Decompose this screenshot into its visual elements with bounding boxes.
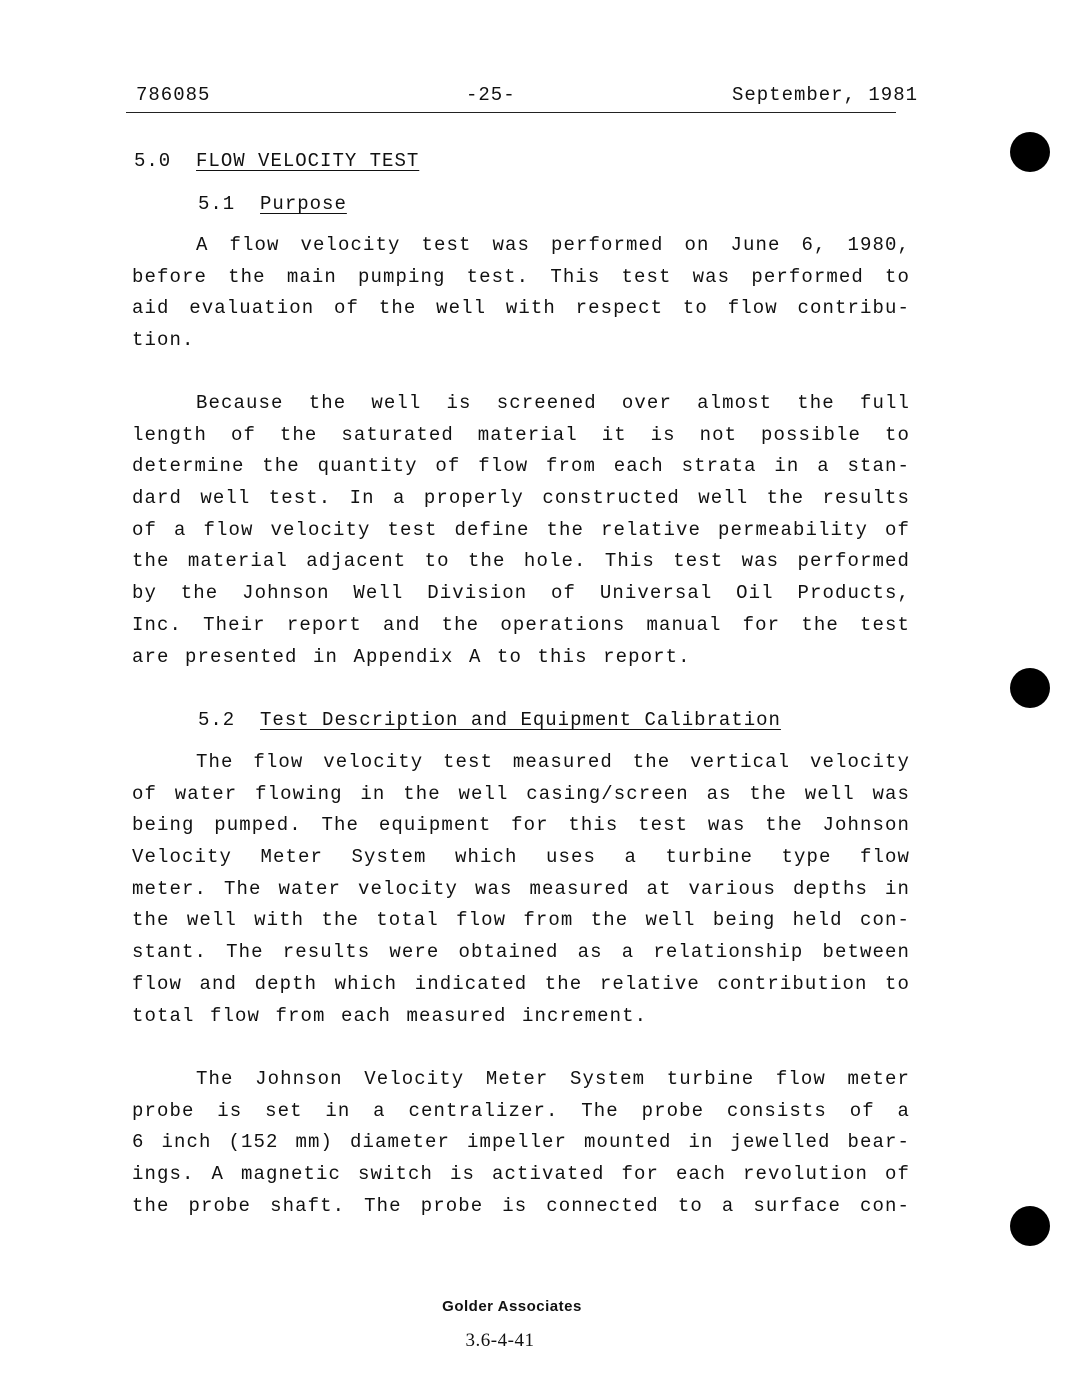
- paragraph-line: the material adjacent to the hole. This test was performed: [132, 550, 910, 573]
- paragraph-screened-well: [132, 388, 910, 673]
- paragraph-line: ings. A magnetic switch is activated for each revolution of: [132, 1163, 910, 1186]
- footer-firm-name: Golder Associates: [442, 1298, 582, 1315]
- subsection-number: 5.1: [198, 193, 236, 215]
- paragraph-line: A flow velocity test was performed on June 6, 1980,: [196, 234, 910, 256]
- subsection-heading-purpose: [198, 193, 347, 215]
- punch-hole-bottom: [1010, 1206, 1050, 1246]
- paragraph-line: by the Johnson Well Division of Universal Oil Products,: [132, 582, 910, 605]
- paragraph-line: 6 inch (152 mm) diameter impeller mounted in jewelled bear-: [132, 1131, 910, 1154]
- paragraph-line: of water flowing in the well casing/screen as the well was: [132, 782, 910, 805]
- paragraph-line: the well with the total flow from the well being held con-: [132, 909, 910, 932]
- paragraph-line: determine the quantity of flow from each strata in a stan-: [132, 455, 910, 478]
- paragraph-line: meter. The water velocity was measured at various depths in: [132, 877, 910, 900]
- paragraph-velocity-meter: [132, 1064, 910, 1222]
- paragraph-line: probe is set in a centralizer. The probe consists of a: [132, 1099, 910, 1122]
- paragraph-line: of a flow velocity test define the relative permeability of: [132, 518, 910, 541]
- section-title: FLOW VELOCITY TEST: [196, 150, 420, 172]
- paragraph-line: Inc. Their report and the operations manual for the test: [132, 613, 910, 636]
- page-number: -25-: [466, 84, 516, 106]
- page-header: [126, 84, 918, 113]
- subsection-title: Test Description and Equipment Calibration: [260, 709, 781, 731]
- paragraph-line: dard well test. In a properly constructed well the results: [132, 487, 910, 510]
- paragraph-line: Velocity Meter System which uses a turbine type flow: [132, 846, 910, 869]
- subsection-number: 5.2: [198, 709, 236, 731]
- section-number: 5.0: [134, 150, 172, 172]
- paragraph-line: tion.: [132, 329, 195, 352]
- subsection-heading-test-description: [198, 709, 781, 731]
- paragraph-line: total flow from each measured increment.: [132, 1004, 648, 1027]
- punch-hole-middle: [1010, 668, 1050, 708]
- paragraph-line: aid evaluation of the well with respect to flow contribu-: [132, 297, 910, 320]
- paragraph-line: stant. The results were obtained as a relationship between: [132, 941, 910, 964]
- paragraph-line: the probe shaft. The probe is connected to a surface con-: [132, 1194, 910, 1217]
- paragraph-line: being pumped. The equipment for this test was the Johnson: [132, 814, 910, 837]
- paragraph-line: length of the saturated material it is not possible to: [132, 423, 910, 446]
- paragraph-line: flow and depth which indicated the relative contribution to: [132, 972, 910, 995]
- punch-hole-top: [1010, 132, 1050, 172]
- paragraph-line: The Johnson Velocity Meter System turbine flow meter: [196, 1068, 910, 1090]
- paragraph-purpose: [132, 230, 910, 357]
- footer-document-code: 3.6-4-41: [465, 1330, 535, 1351]
- section-heading: [134, 150, 419, 172]
- paragraph-line: The flow velocity test measured the vertical velocity: [196, 751, 910, 773]
- paragraph-line: before the main pumping test. This test was performed to: [132, 265, 910, 288]
- subsection-title: Purpose: [260, 193, 347, 215]
- paragraph-line: Because the well is screened over almost the full: [196, 392, 910, 414]
- document-number: 786085: [136, 84, 211, 106]
- paragraph-test-description: [132, 747, 910, 1032]
- paragraph-line: are presented in Appendix A to this report.: [132, 645, 691, 668]
- document-date: September, 1981: [731, 84, 918, 106]
